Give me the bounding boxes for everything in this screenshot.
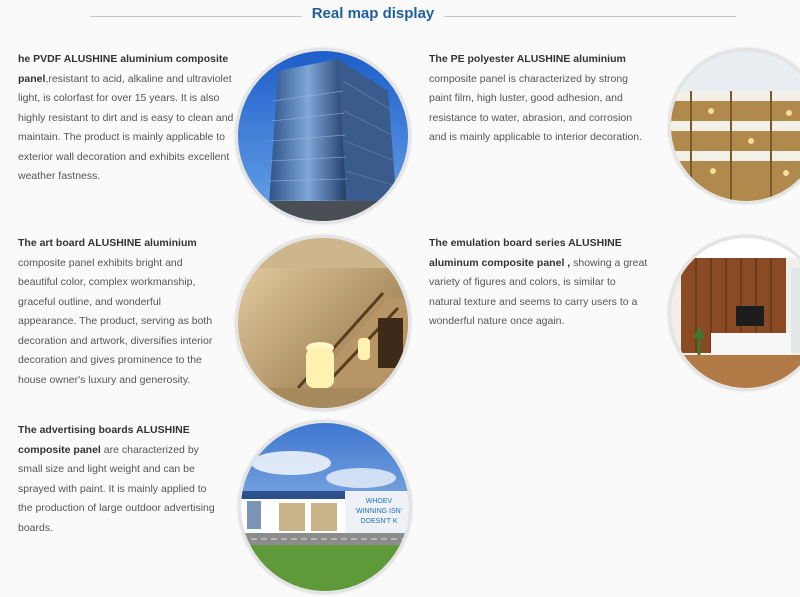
art-board-text: composite panel exhibits bright and beautiful color, complex workmanship, graceful outline, and wonderful appearance. The product, serving as both decoration and artwork, diversifies interior decoration and gives prominence to the house owner's luxury and generosity. [18, 256, 213, 386]
header-rule-right [444, 16, 736, 17]
living-room-photo [669, 236, 800, 390]
page-title: Real map display [311, 5, 435, 22]
advertising-board-description [18, 421, 218, 538]
staircase-photo [236, 236, 410, 410]
atrium-photo [669, 49, 800, 203]
pe-polyester-description [429, 50, 651, 148]
billboard-photo [239, 421, 411, 593]
pvdf-text: ,resistant to acid, alkaline and ultraviolet light, is colorfast for over 15 years. It is also highly resistant to dirt and is easy to clean and maintain. The product is mainly applicable to exterior wall decoration and exhibits excellent weather fastness. [18, 72, 234, 182]
building-photo [236, 49, 410, 223]
section-header [0, 0, 800, 34]
emulation-text: showing a great variety of figures and colors, is similar to natural texture and seems to carry users to a wonderful nature once again. [429, 256, 648, 327]
header-rule-left [90, 16, 302, 17]
advertising-lead: The advertising boards ALUSHINE composite panel [18, 424, 190, 456]
advertising-text: are characterized by small size and light weight and can be sprayed with paint. It is mainly applied to the production of large outdoor advertising boards. [18, 443, 215, 534]
pvdf-lead: he PVDF ALUSHINE aluminium composite panel [18, 53, 229, 85]
emulation-lead: The emulation board series ALUSHINE aluminum composite panel , [429, 237, 622, 269]
billboard-line-2: WINNING ISN' [355, 508, 403, 515]
art-board-lead: The art board ALUSHINE aluminium [18, 237, 197, 249]
pe-text: composite panel is characterized by strong paint film, high luster, good adhesion, and resistance to water, abrasion, and corrosion and is mainly applicable to interior decoration. [429, 72, 643, 143]
pe-lead: The PE polyester ALUSHINE aluminium [429, 53, 626, 65]
art-board-description [18, 234, 218, 390]
billboard-line-3: DOESN'T K [360, 518, 398, 525]
pvdf-description [18, 50, 236, 187]
billboard-line-1: WHOEV [365, 498, 393, 505]
emulation-board-description [429, 234, 649, 332]
